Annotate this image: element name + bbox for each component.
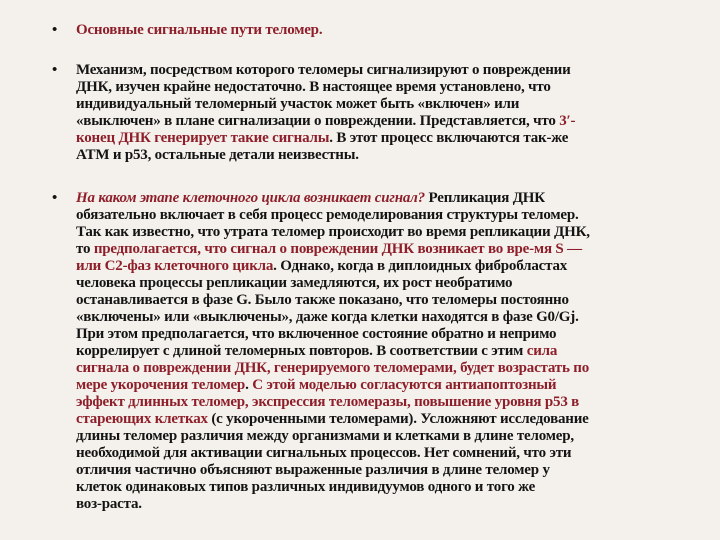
text-line: Так как известно, что утрата теломер происходит во время репликации ДНК, [76,224,590,240]
text-line: Механизм, посредством которого теломеры сигнализируют о повреждении [76,62,571,78]
bullet-dot: • [52,190,58,206]
text-line: При этом предполагается, что включенное состояние обратно и непримо [76,326,557,342]
text-line: сигнала о повреждении ДНК, генерируемого теломерами, будет возрастать по [76,360,590,376]
text-line: ATM и p53, остальные детали неизвестны. [76,147,359,163]
text-line: отличия частично объясняют выраженные различия в длине теломер у [76,462,550,478]
text-line: «включены» или «выключены», даже когда клетки находятся в фазе G0/Gj. [76,309,579,325]
text-line: ДНК, изучен крайне недостаточно. В настоящее время установлено, что [76,79,551,95]
paragraph-cell-cycle [76,190,716,513]
text-line: коррелирует с длиной теломерных повторов. В соответствии с этим сила [76,343,558,359]
highlight-text: С этой моделью согласуются антиапоптозный [252,377,557,393]
paragraph-mechanism [76,62,716,164]
text-line: На каком этапе клеточного цикла возникает сигнал? Репликация ДНК [76,190,545,206]
text-line: останавливается в фазе G. Было также показано, что теломеры постоянно [76,292,569,308]
text-line: человека процессы репликации замедляются, их рост необратимо [76,275,513,291]
highlight-text: стареющих клетках [76,411,208,427]
highlight-text: или С2-фаз клеточного цикла [76,258,274,274]
highlight-text: предполагается, что сигнал о повреждении ДНК возникает во вре-мя S — [93,241,582,257]
highlight-text: сила [526,343,558,359]
text-line: воз-раста. [76,496,142,512]
text-line: стареющих клетках (с укороченными теломерами). Усложняют исследование [76,411,589,427]
text-line: «выключен» в плане сигнализации о повреждении. Представляется, что 3′- [76,113,576,129]
text-line: индивидуальный теломерный участок может быть «включен» или [76,96,520,112]
bullet-dot: • [52,22,58,38]
text-line: необходимой для активации сигнальных процессов. Нет сомнений, что эти [76,445,572,461]
highlight-text: мере укорочения теломер [76,377,246,393]
text-line: мере укорочения теломер. С этой моделью согласуются антиапоптозный [76,377,557,393]
text-line: то предполагается, что сигнал о повреждении ДНК возникает во вре-мя S — [76,241,582,257]
highlight-text: 3′- [559,113,576,129]
text-line: конец ДНК генерирует такие сигналы. В этот процесс включаются так-же [76,130,569,146]
highlight-text: конец ДНК генерирует такие сигналы [76,130,330,146]
text-line: обязательно включает в себя процесс ремоделирования структуры теломер. [76,207,579,223]
slide-heading: Основные сигнальные пути теломер. [76,22,323,38]
text-line: или С2-фаз клеточного цикла. Однако, когда в диплоидных фибробластах [76,258,568,274]
text-line: длины теломер различия между организмами и клетками в длине теломер, [76,428,574,444]
question-text: На каком этапе клеточного цикла возникает сигнал? [76,190,425,206]
text-line: эффект длинных теломер, экспрессия теломеразы, повышение уровня p53 в [76,394,580,410]
text-line: клеток одинаковых типов различных индивидуумов одного и того же [76,479,536,495]
bullet-dot: • [52,62,58,78]
